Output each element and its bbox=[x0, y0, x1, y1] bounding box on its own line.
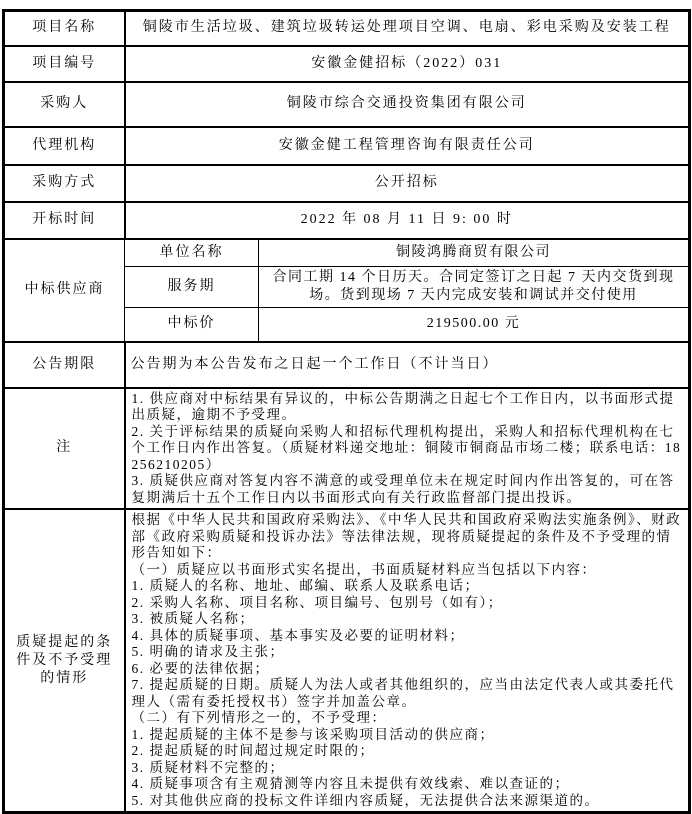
objection-paragraph: 1. 提起质疑的主体不是参与该采购项目活动的供应商； bbox=[131, 726, 495, 742]
objection-paragraph: 3. 被质疑人名称； bbox=[131, 611, 255, 626]
winning-price-label: 中标价 bbox=[125, 308, 259, 342]
objection-paragraph: 1. 质疑人的名称、地址、邮编、联系人及联系电话； bbox=[131, 578, 480, 593]
purchaser-value: 铜陵市综合交通投资集团有限公司 bbox=[125, 82, 690, 127]
objection-paragraph: 4. 质疑事项含有主观猜测等内容且未提供有效线索、难以查证的； bbox=[131, 776, 570, 791]
objection-conditions-content bbox=[125, 509, 690, 813]
bid-opening-time-label: 开标时间 bbox=[4, 202, 125, 239]
agency-value: 安徽金健工程管理咨询有限责任公司 bbox=[125, 127, 690, 165]
table-row bbox=[4, 127, 690, 165]
service-period-value: 合同工期 14 个日历天。合同定签订之日起 7 天内交货到现场。货到现场 7 天内完成安装和调试并交付使用 bbox=[259, 267, 690, 308]
procurement-method-value: 公开招标 bbox=[125, 165, 690, 202]
table-row bbox=[4, 239, 690, 267]
purchaser-label: 采购人 bbox=[4, 82, 125, 127]
objection-paragraph: 2. 提起质疑的时间超过规定时限的； bbox=[131, 743, 375, 758]
agency-label: 代理机构 bbox=[4, 127, 125, 165]
objection-paragraph: （二）有下列情形之一的，不予受理： bbox=[131, 710, 387, 725]
objection-paragraph: 7. 提起质疑的日期。质疑人为法人或者其他组织的，应当由法定代表人或其委托代理人（需有委托授权书）签字并加盖公章。 bbox=[131, 677, 675, 709]
table-row bbox=[4, 509, 690, 813]
bid-opening-time-value: 2022 年 08 月 11 日 9: 00 时 bbox=[125, 202, 690, 239]
winning-supplier-label: 中标供应商 bbox=[4, 239, 125, 342]
supplier-name-value: 铜陵鸿腾商贸有限公司 bbox=[259, 239, 690, 267]
objection-paragraph: 6. 必要的法律依据； bbox=[131, 660, 270, 676]
objection-paragraph: 5. 对其他供应商的投标文件详细内容质疑，无法提供合法来源渠道的。 bbox=[131, 792, 600, 808]
table-row bbox=[4, 388, 690, 510]
project-number-label: 项目编号 bbox=[4, 46, 125, 82]
notice-period-label: 公告期限 bbox=[4, 342, 125, 388]
table-row bbox=[4, 46, 690, 82]
note-content bbox=[125, 388, 690, 510]
notice-period-value: 公告期为本公告发布之日起一个工作日（不计当日） bbox=[125, 342, 690, 388]
objection-paragraph: 5. 明确的请求及主张； bbox=[131, 644, 285, 659]
procurement-method-label: 采购方式 bbox=[4, 165, 125, 202]
objection-paragraph: （一）质疑应以书面形式实名提出，书面质疑材料应当包括以下内容： bbox=[131, 561, 597, 577]
objection-paragraph: 3. 质疑材料不完整的； bbox=[131, 759, 285, 775]
note-label: 注 bbox=[4, 388, 125, 510]
note-paragraph: 2. 关于评标结果的质疑向采购人和招标代理机构提出，采购人和招标代理机构在七个工作日内作出答复。（质疑材料递交地址：铜陵市铜商品市场二楼；联系电话：18256210205） bbox=[131, 423, 682, 472]
service-period-label: 服务期 bbox=[125, 267, 259, 308]
objection-paragraph: 4. 具体的质疑事项、基本事实及必要的证明材料； bbox=[131, 627, 465, 643]
winning-price-value: 219500.00 元 bbox=[259, 308, 690, 342]
supplier-name-label: 单位名称 bbox=[125, 239, 259, 267]
project-name-value: 铜陵市生活垃圾、建筑垃圾转运处理项目空调、电扇、彩电采购及安装工程 bbox=[125, 11, 690, 46]
project-number-value: 安徽金健招标（2022）031 bbox=[125, 46, 690, 82]
objection-paragraph: 2. 采购人名称、项目名称、项目编号、包别号（如有）； bbox=[131, 594, 503, 610]
note-paragraph: 3. 质疑供应商对答复内容不满意的或受理单位未在规定时间内作出答复的，可在答复期满后十五个工作日内以书面形式向有关行政监督部门提出投诉。 bbox=[131, 473, 675, 505]
project-name-label: 项目名称 bbox=[4, 11, 125, 46]
note-paragraph: 1. 供应商对中标结果有异议的，中标公告期满之日起七个工作日内，以书面形式提出质疑，逾期不予受理。 bbox=[131, 390, 675, 422]
table-row bbox=[4, 202, 690, 239]
procurement-announcement-table bbox=[2, 9, 691, 814]
table-row bbox=[4, 342, 690, 388]
objection-paragraph: 根据《中华人民共和国政府采购法》、《中华人民共和国政府采购法实施条例》、财政部《政府采购质疑和投诉办法》等法律法规，现将质疑提起的条件及不予受理的情形告知如下： bbox=[131, 512, 682, 560]
table-row bbox=[4, 82, 690, 127]
table-row bbox=[4, 165, 690, 202]
objection-conditions-label: 质疑提起的条件及不予受理的情形 bbox=[4, 509, 125, 813]
table-row bbox=[4, 11, 690, 46]
